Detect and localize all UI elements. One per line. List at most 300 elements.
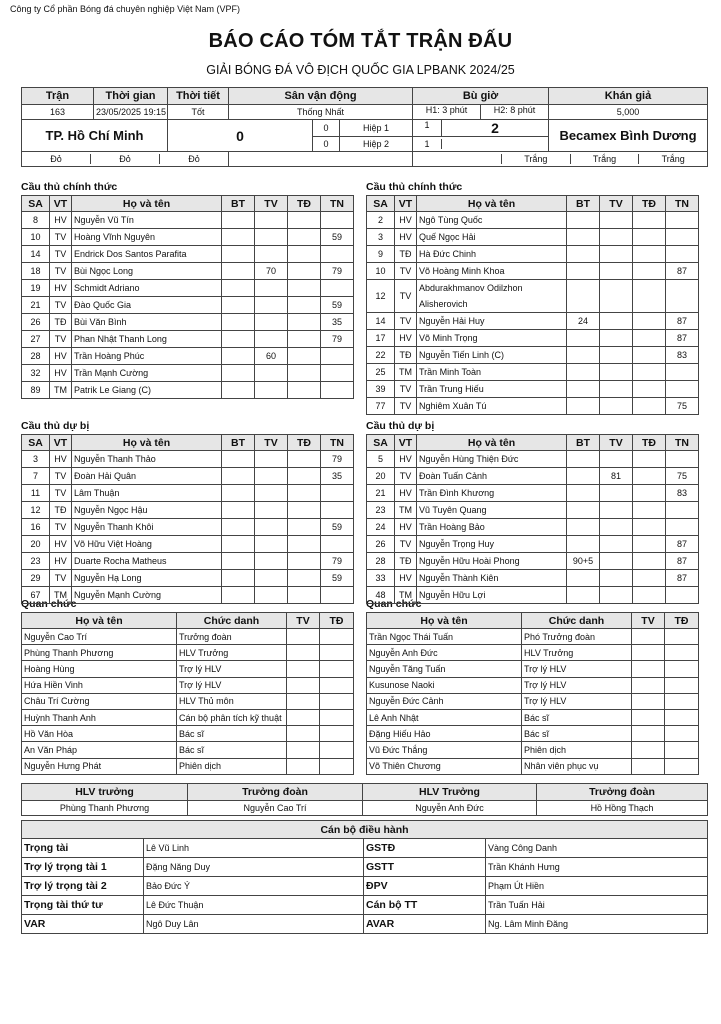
col-header: VT xyxy=(395,196,417,212)
player-name: Nguyễn Hải Huy xyxy=(417,313,567,330)
yellow-card xyxy=(255,314,288,331)
player-row xyxy=(367,570,699,587)
official-yellow xyxy=(287,693,320,709)
player-name: Endrick Dos Santos Parafita xyxy=(72,246,222,263)
official-red xyxy=(320,677,354,693)
home-kit-shirt: Đỏ xyxy=(22,154,91,164)
player-row xyxy=(22,263,354,280)
goal xyxy=(222,263,255,280)
position: HV xyxy=(50,365,72,382)
spectators-value: 5,000 xyxy=(549,105,708,120)
yellow-card xyxy=(255,331,288,348)
official-name: Huỳnh Thanh Anh xyxy=(22,709,177,725)
col-header: VT xyxy=(395,435,417,451)
player-name: Patrik Le Giang (C) xyxy=(72,382,222,399)
sub-minute: 83 xyxy=(666,347,699,364)
goal xyxy=(222,553,255,570)
col-header: BT xyxy=(567,196,600,212)
position: TĐ xyxy=(395,347,417,364)
player-row xyxy=(22,229,354,246)
col-header: SA xyxy=(22,435,50,451)
away-subs-heading: Cầu thủ dự bị xyxy=(366,420,435,432)
home-subs-table xyxy=(21,434,354,604)
official-yellow xyxy=(632,645,665,661)
official-yellow xyxy=(632,758,665,774)
header-weather: Thời tiết xyxy=(168,88,229,105)
official-role: Cán bộ phân tích kỹ thuật xyxy=(177,709,287,725)
red-card xyxy=(288,263,321,280)
col-header: TĐ xyxy=(288,435,321,451)
yellow-card xyxy=(255,502,288,519)
player-row xyxy=(367,263,699,280)
player-row xyxy=(367,246,699,263)
red-card xyxy=(288,314,321,331)
sub-minute: 79 xyxy=(321,263,354,280)
yellow-card xyxy=(600,263,633,280)
away-officials-table xyxy=(366,612,699,775)
red-card xyxy=(633,536,666,553)
yellow-card xyxy=(600,398,633,415)
col-header: TĐ xyxy=(288,196,321,212)
position: TĐ xyxy=(395,553,417,570)
official-red xyxy=(665,661,699,677)
yellow-card: 60 xyxy=(255,348,288,365)
shirt-number: 7 xyxy=(22,468,50,485)
yellow-card xyxy=(255,212,288,229)
home-kit-socks: Đỏ xyxy=(188,154,200,164)
player-row xyxy=(367,313,699,330)
official-name: Phùng Thanh Phương xyxy=(22,645,177,661)
goal xyxy=(567,212,600,229)
sub-minute: 87 xyxy=(666,313,699,330)
sub-minute: 79 xyxy=(321,451,354,468)
yellow-card xyxy=(255,451,288,468)
official-role: Phiên dịch xyxy=(177,758,287,774)
player-row xyxy=(367,468,699,485)
sub-minute: 59 xyxy=(321,570,354,587)
referee-name-right: Phạm Út Hiền xyxy=(486,877,708,896)
half2-away: 1 xyxy=(413,139,442,149)
player-row xyxy=(367,451,699,468)
official-red xyxy=(320,693,354,709)
sub-minute xyxy=(321,536,354,553)
official-row xyxy=(367,661,699,677)
yellow-card xyxy=(255,570,288,587)
referee-role-right: Cán bộ TT xyxy=(364,896,486,915)
goal xyxy=(222,519,255,536)
player-name: Trần Đình Khương xyxy=(417,485,567,502)
official-row xyxy=(367,758,699,774)
shirt-number: 89 xyxy=(22,382,50,399)
official-row xyxy=(22,726,354,742)
position: TV xyxy=(50,485,72,502)
goal xyxy=(222,587,255,604)
shirt-number: 77 xyxy=(367,398,395,415)
position: HV xyxy=(50,451,72,468)
yellow-card: 70 xyxy=(255,263,288,280)
sub-minute xyxy=(321,212,354,229)
player-name: Nguyễn Thanh Khôi xyxy=(72,519,222,536)
official-yellow xyxy=(632,726,665,742)
player-name: Ngô Tùng Quốc xyxy=(417,212,567,229)
home-kit-shorts: Đỏ xyxy=(91,154,160,164)
official-red xyxy=(665,645,699,661)
official-yellow xyxy=(632,677,665,693)
yellow-card xyxy=(600,519,633,536)
player-name: Trần Hoàng Phúc xyxy=(72,348,222,365)
player-name: Hà Đức Chinh xyxy=(417,246,567,263)
sig-home-manager: Nguyễn Cao Trí xyxy=(188,801,363,816)
official-row xyxy=(22,709,354,725)
header-stadium: Sân vận động xyxy=(229,88,413,105)
red-card xyxy=(288,485,321,502)
official-row xyxy=(367,629,699,645)
player-name: Đào Quốc Gia xyxy=(72,297,222,314)
sub-minute xyxy=(666,212,699,229)
player-row xyxy=(22,331,354,348)
player-name: Đoàn Tuấn Cảnh xyxy=(417,468,567,485)
position: HV xyxy=(395,330,417,347)
player-row xyxy=(367,553,699,570)
official-name: An Văn Pháp xyxy=(22,742,177,758)
goal xyxy=(222,468,255,485)
position: TV xyxy=(395,536,417,553)
red-card xyxy=(288,331,321,348)
sub-minute xyxy=(321,246,354,263)
sub-minute xyxy=(666,280,699,313)
col-header: Họ và tên xyxy=(417,435,567,451)
referee-role-right: AVAR xyxy=(364,915,486,934)
player-name: Trần Minh Toàn xyxy=(417,364,567,381)
yellow-card xyxy=(600,347,633,364)
player-name: Hoàng Vĩnh Nguyên xyxy=(72,229,222,246)
player-name: Trần Mạnh Cường xyxy=(72,365,222,382)
home-subs-heading: Cầu thủ dự bị xyxy=(21,420,90,432)
away-starting-table xyxy=(366,195,699,415)
player-row xyxy=(367,280,699,313)
player-row xyxy=(22,365,354,382)
player-row xyxy=(367,364,699,381)
player-name: Nguyễn Hạ Long xyxy=(72,570,222,587)
half1-away: 1 xyxy=(413,120,442,136)
player-name: Võ Minh Trọng xyxy=(417,330,567,347)
position: TV xyxy=(395,313,417,330)
goal xyxy=(567,330,600,347)
player-row xyxy=(22,468,354,485)
added-time-h1: H1: 3 phút xyxy=(413,105,481,119)
half2-label: Hiệp 2 xyxy=(340,137,413,152)
col-header: BT xyxy=(567,435,600,451)
col-header: TV xyxy=(600,435,633,451)
official-role: Phiên dịch xyxy=(522,742,632,758)
position: HV xyxy=(395,229,417,246)
official-role: Trợ lý HLV xyxy=(522,677,632,693)
player-row xyxy=(367,587,699,604)
sub-minute xyxy=(666,587,699,604)
official-role: Bác sĩ xyxy=(177,726,287,742)
official-red xyxy=(320,629,354,645)
position: HV xyxy=(50,536,72,553)
player-name: Schmidt Adriano xyxy=(72,280,222,297)
col-header: TV xyxy=(255,435,288,451)
official-role: HLV Trưởng xyxy=(522,645,632,661)
goal xyxy=(567,364,600,381)
official-red xyxy=(665,709,699,725)
official-red xyxy=(320,661,354,677)
official-role: Trợ lý HLV xyxy=(177,677,287,693)
shirt-number: 11 xyxy=(22,485,50,502)
report-title: BÁO CÁO TÓM TẮT TRẬN ĐẤU xyxy=(208,30,513,52)
referee-name-right: Vàng Công Danh xyxy=(486,839,708,858)
position: HV xyxy=(395,451,417,468)
official-row xyxy=(22,693,354,709)
official-yellow xyxy=(287,726,320,742)
shirt-number: 48 xyxy=(367,587,395,604)
sub-minute: 87 xyxy=(666,263,699,280)
col-header: TV xyxy=(255,196,288,212)
official-row xyxy=(22,661,354,677)
position: TV xyxy=(50,570,72,587)
added-time-h2: H2: 8 phút xyxy=(493,105,536,115)
shirt-number: 33 xyxy=(367,570,395,587)
referee-name-right: Trần Tuấn Hải xyxy=(486,896,708,915)
half1-label: Hiệp 1 xyxy=(340,120,413,137)
shirt-number: 12 xyxy=(367,280,395,313)
official-name: Lê Anh Nhật xyxy=(367,709,522,725)
red-card xyxy=(288,519,321,536)
goal xyxy=(567,485,600,502)
official-name: Châu Trí Cường xyxy=(22,693,177,709)
player-row xyxy=(22,587,354,604)
sig-header-away-coach: HLV Trưởng xyxy=(363,784,537,801)
sub-minute: 59 xyxy=(321,229,354,246)
yellow-card xyxy=(255,229,288,246)
player-row xyxy=(22,502,354,519)
referee-name-right: Ng. Lâm Minh Đăng xyxy=(486,915,708,934)
sub-minute: 75 xyxy=(666,398,699,415)
goal xyxy=(567,536,600,553)
sub-minute xyxy=(321,502,354,519)
referee-name-left: Ngô Duy Lân xyxy=(144,915,364,934)
official-yellow xyxy=(287,742,320,758)
shirt-number: 10 xyxy=(22,229,50,246)
match-number: 163 xyxy=(22,105,94,120)
official-row xyxy=(367,645,699,661)
yellow-card xyxy=(600,212,633,229)
col-header: BT xyxy=(222,435,255,451)
official-name: Kusunose Naoki xyxy=(367,677,522,693)
goal xyxy=(567,381,600,398)
col-header: TN xyxy=(321,435,354,451)
goal xyxy=(222,331,255,348)
red-card xyxy=(633,502,666,519)
player-row xyxy=(22,570,354,587)
position: TM xyxy=(395,587,417,604)
shirt-number: 28 xyxy=(22,348,50,365)
goal xyxy=(222,536,255,553)
official-yellow xyxy=(287,645,320,661)
goal: 90+5 xyxy=(567,553,600,570)
position: HV xyxy=(50,348,72,365)
red-card xyxy=(288,451,321,468)
shirt-number: 12 xyxy=(22,502,50,519)
official-role: HLV Thủ môn xyxy=(177,693,287,709)
half2-away-cell xyxy=(413,137,549,152)
official-red xyxy=(665,693,699,709)
official-name: Hồ Văn Hòa xyxy=(22,726,177,742)
shirt-number: 3 xyxy=(22,451,50,468)
red-card xyxy=(288,365,321,382)
referee-role-right: ĐPV xyxy=(364,877,486,896)
goal xyxy=(222,502,255,519)
goal xyxy=(222,212,255,229)
position: TV xyxy=(395,280,417,313)
position: TV xyxy=(50,331,72,348)
league-subtitle: GIẢI BÓNG ĐÁ VÔ ĐỊCH QUỐC GIA LPBANK 2024/25 xyxy=(206,63,515,77)
official-name: Nguyễn Tăng Tuấn xyxy=(367,661,522,677)
away-subs-table xyxy=(366,434,699,604)
col-header: Chức danh xyxy=(177,613,287,629)
official-yellow xyxy=(287,758,320,774)
sub-minute xyxy=(321,485,354,502)
red-card xyxy=(633,280,666,313)
player-name: Nguyễn Mạnh Cường xyxy=(72,587,222,604)
player-row xyxy=(367,398,699,415)
company-name: Công ty Cổ phần Bóng đá chuyên nghiệp Việt Nam (VPF) xyxy=(10,4,240,14)
yellow-card xyxy=(255,246,288,263)
goal xyxy=(222,280,255,297)
player-row xyxy=(22,246,354,263)
official-name: Nguyễn Hưng Phát xyxy=(22,758,177,774)
goal xyxy=(222,314,255,331)
shirt-number: 24 xyxy=(367,519,395,536)
red-card xyxy=(633,381,666,398)
position: TV xyxy=(395,398,417,415)
official-red xyxy=(320,709,354,725)
goal xyxy=(222,451,255,468)
position: TM xyxy=(50,382,72,399)
position: HV xyxy=(395,519,417,536)
yellow-card xyxy=(600,229,633,246)
player-name: Duarte Rocha Matheus xyxy=(72,553,222,570)
sig-header-home-coach: HLV trưởng xyxy=(22,784,188,801)
shirt-number: 14 xyxy=(367,313,395,330)
position: HV xyxy=(395,212,417,229)
col-header: SA xyxy=(367,196,395,212)
player-row xyxy=(367,502,699,519)
sub-minute: 35 xyxy=(321,468,354,485)
sub-minute xyxy=(321,280,354,297)
shirt-number: 18 xyxy=(22,263,50,280)
referee-row xyxy=(22,839,708,858)
goal xyxy=(222,365,255,382)
goal xyxy=(567,347,600,364)
player-row xyxy=(367,519,699,536)
position: HV xyxy=(50,553,72,570)
shirt-number: 26 xyxy=(22,314,50,331)
yellow-card xyxy=(600,553,633,570)
match-time: 23/05/2025 19:15 xyxy=(94,105,168,120)
yellow-card xyxy=(600,502,633,519)
yellow-card xyxy=(255,468,288,485)
red-card xyxy=(288,536,321,553)
player-row xyxy=(367,536,699,553)
sub-minute xyxy=(666,229,699,246)
player-row xyxy=(22,519,354,536)
sub-minute xyxy=(321,382,354,399)
red-card xyxy=(288,570,321,587)
shirt-number: 9 xyxy=(367,246,395,263)
red-card xyxy=(633,519,666,536)
referee-role-left: VAR xyxy=(22,915,144,934)
header-spectators: Khán giả xyxy=(549,88,708,105)
away-kit-cell xyxy=(413,152,708,167)
yellow-card xyxy=(255,519,288,536)
red-card xyxy=(633,330,666,347)
sig-away-manager: Hồ Hồng Thạch xyxy=(537,801,708,816)
official-name: Nguyễn Đức Cảnh xyxy=(367,693,522,709)
red-card xyxy=(633,468,666,485)
sub-minute xyxy=(666,381,699,398)
player-row xyxy=(22,553,354,570)
half1-away-cell xyxy=(413,120,549,137)
referee-name-right: Trần Khánh Hưng xyxy=(486,858,708,877)
sub-minute xyxy=(321,365,354,382)
player-row xyxy=(367,212,699,229)
yellow-card xyxy=(600,280,633,313)
sub-minute: 87 xyxy=(666,570,699,587)
position: HV xyxy=(50,280,72,297)
player-name: Phan Nhật Thanh Long xyxy=(72,331,222,348)
header-added-time: Bù giờ xyxy=(413,88,549,105)
goal xyxy=(222,297,255,314)
match-officials-table xyxy=(21,820,708,934)
position: TV xyxy=(50,263,72,280)
player-name: Nguyễn Trọng Huy xyxy=(417,536,567,553)
yellow-card xyxy=(600,570,633,587)
sub-minute: 87 xyxy=(666,536,699,553)
sub-minute: 87 xyxy=(666,330,699,347)
referee-role-left: Trợ lý trọng tài 2 xyxy=(22,877,144,896)
player-name: Nguyễn Ngọc Hậu xyxy=(72,502,222,519)
official-red xyxy=(665,742,699,758)
shirt-number: 25 xyxy=(367,364,395,381)
official-red xyxy=(665,758,699,774)
referee-name-left: Đặng Năng Duy xyxy=(144,858,364,877)
official-red xyxy=(320,726,354,742)
official-role: HLV Trưởng xyxy=(177,645,287,661)
col-header: TV xyxy=(600,196,633,212)
official-yellow xyxy=(632,742,665,758)
goal: 24 xyxy=(567,313,600,330)
red-card xyxy=(633,347,666,364)
official-name: Đặng Hiếu Hảo xyxy=(367,726,522,742)
added-time-cell xyxy=(413,105,549,120)
shirt-number: 32 xyxy=(22,365,50,382)
home-kit-cell xyxy=(22,152,229,167)
official-red xyxy=(665,726,699,742)
official-row xyxy=(367,709,699,725)
goal xyxy=(567,587,600,604)
goal xyxy=(222,246,255,263)
player-name: Trần Hoàng Bảo xyxy=(417,519,567,536)
position: TV xyxy=(395,468,417,485)
away-kit-socks: Trắng xyxy=(661,154,685,164)
header-match-no: Trận xyxy=(22,88,94,105)
referee-row xyxy=(22,896,708,915)
goal xyxy=(567,246,600,263)
col-header: TV xyxy=(287,613,320,629)
